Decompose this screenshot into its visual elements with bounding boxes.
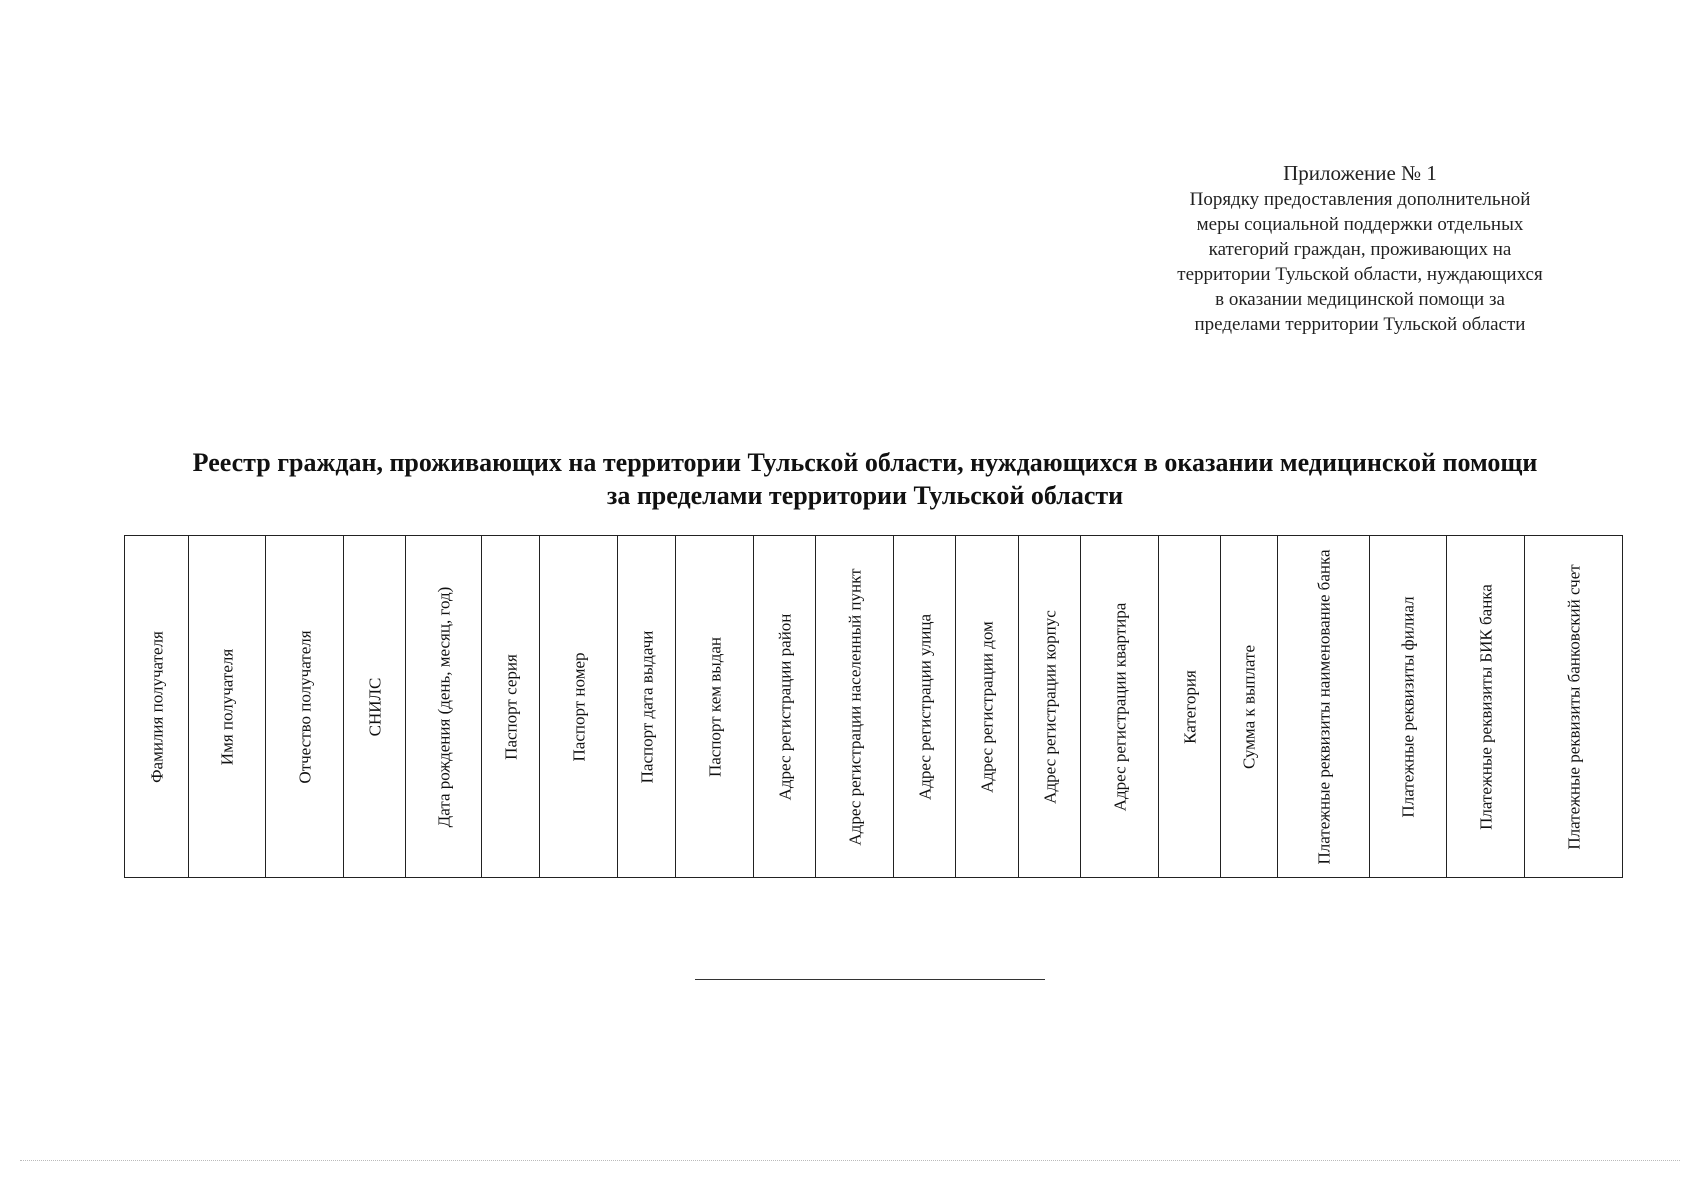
appendix-line: категорий граждан, проживающих на — [1208, 239, 1512, 260]
column-header — [1370, 536, 1447, 878]
appendix-block — [1130, 160, 1590, 337]
column-header — [1278, 536, 1370, 878]
column-header-label: Адрес регистрации населенный пункт — [845, 567, 864, 846]
column-header — [676, 536, 754, 878]
column-header — [956, 536, 1019, 878]
column-header-label: Платежные реквизиты филиал — [1398, 595, 1418, 818]
column-header-label: Адрес регистрации улица — [915, 613, 934, 800]
column-header — [344, 536, 406, 878]
header-row — [125, 536, 1623, 878]
column-header-label: Паспорт номер — [569, 652, 588, 761]
column-header-label: Отчество получателя — [295, 629, 314, 784]
column-header — [1081, 536, 1159, 878]
signature-underline — [695, 979, 1045, 980]
title-line-1: Реестр граждан, проживающих на территории Тульской области, нуждающихся в оказании медицинской помощи — [192, 448, 1538, 477]
column-header — [894, 536, 956, 878]
column-header-label: Фамилия получателя — [147, 630, 166, 783]
appendix-line: территории Тульской области, нуждающихся — [1177, 264, 1543, 285]
column-header — [1019, 536, 1081, 878]
column-header-label: Паспорт серия — [501, 653, 520, 760]
appendix-line: Порядку предоставления дополнительной — [1189, 189, 1531, 210]
column-header — [816, 536, 894, 878]
column-header — [1221, 536, 1278, 878]
column-header — [540, 536, 618, 878]
column-header-label: Адрес регистрации квартира — [1110, 602, 1129, 811]
column-header — [482, 536, 540, 878]
column-header — [1159, 536, 1221, 878]
appendix-line: меры социальной поддержки отдельных — [1196, 214, 1524, 235]
column-header-label: Категория — [1180, 669, 1199, 744]
column-header — [125, 536, 189, 878]
column-header-label: Платежные реквизиты наименование банка — [1314, 548, 1333, 865]
column-header — [754, 536, 816, 878]
column-header-label: СНИЛС — [365, 677, 384, 736]
column-header-label: Платежные реквизиты банковский счет — [1564, 563, 1583, 850]
column-header-label: Дата рождения (день, месяц, год) — [434, 586, 453, 827]
registry-table — [124, 535, 1623, 878]
column-header — [406, 536, 482, 878]
column-header-label: Адрес регистрации дом — [977, 620, 997, 793]
column-header-label: Платежные реквизиты БИК банка — [1476, 583, 1495, 830]
column-header-label: Адрес регистрации корпус — [1040, 609, 1059, 804]
scan-edge-line — [20, 1160, 1680, 1161]
appendix-line: пределами территории Тульской области — [1194, 314, 1526, 335]
column-header — [266, 536, 344, 878]
column-header-label: Сумма к выплате — [1239, 644, 1259, 769]
title-line-2: за пределами территории Тульской области — [606, 481, 1124, 510]
appendix-number: Приложение № 1 — [1283, 161, 1437, 185]
document-title — [120, 446, 1610, 512]
column-header-label: Адрес регистрации район — [775, 613, 794, 800]
column-header — [189, 536, 266, 878]
column-header — [1447, 536, 1525, 878]
appendix-line: в оказании медицинской помощи за — [1215, 289, 1505, 310]
column-header-label: Паспорт дата выдачи — [637, 630, 656, 783]
column-header-label: Имя получателя — [217, 648, 237, 765]
column-header — [1525, 536, 1623, 878]
column-header-label: Паспорт кем выдан — [705, 636, 724, 777]
column-header — [618, 536, 676, 878]
